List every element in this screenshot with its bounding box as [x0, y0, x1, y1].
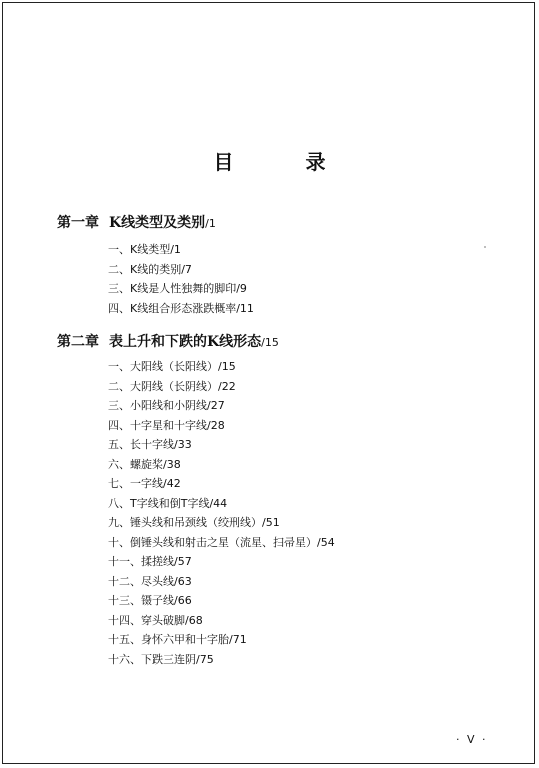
toc-entry[interactable]: 八、T字线和倒T字线/44: [108, 496, 228, 510]
toc-entry[interactable]: 十二、尽头线/63: [108, 574, 192, 588]
toc-entry[interactable]: 十四、穿头破脚/68: [108, 613, 203, 627]
toc-entry[interactable]: 四、十字星和十字线/28: [108, 418, 225, 432]
chapter-heading-1[interactable]: [57, 212, 216, 232]
toc-entry[interactable]: 二、K线的类别/7: [108, 262, 192, 276]
toc-entry[interactable]: 四、K线组合形态涨跌概率/11: [108, 301, 254, 315]
toc-entry[interactable]: 一、大阳线（长阳线）/15: [108, 360, 236, 373]
chapter-page: /1: [205, 217, 216, 230]
chapter-title: 表上升和下跌的K线形态: [109, 334, 262, 350]
chapter-page: /15: [261, 336, 279, 349]
toc-entry[interactable]: 十三、镊子线/66: [108, 594, 192, 607]
chapter-number: 第一章: [57, 215, 99, 231]
toc-entry[interactable]: 五、长十字线/33: [108, 438, 192, 451]
toc-entry[interactable]: 一、K线类型/1: [108, 243, 181, 256]
scan-speck: [484, 246, 486, 248]
toc-entry[interactable]: 十、倒锤头线和射击之星（流星、扫帚星）/54: [108, 535, 335, 549]
chapter-heading-2[interactable]: [57, 331, 279, 351]
chapter-2-sections: [108, 357, 335, 669]
page-title: 目 录: [213, 150, 352, 174]
chapter-number: 第二章: [57, 334, 99, 350]
toc-entry[interactable]: 三、K线是人性独舞的脚印/9: [108, 282, 247, 295]
chapter-1-sections: [108, 240, 254, 318]
toc-entry[interactable]: 十六、下跌三连阴/75: [108, 652, 214, 666]
toc-entry[interactable]: 三、小阳线和小阴线/27: [108, 399, 225, 412]
toc-entry[interactable]: 七、一字线/42: [108, 477, 181, 490]
toc-entry[interactable]: 十一、揉搓线/57: [108, 555, 192, 568]
toc-entry[interactable]: 十五、身怀六甲和十字胎/71: [108, 633, 247, 646]
page-number: · V ·: [456, 733, 488, 746]
chapter-title: K线类型及类别: [109, 215, 206, 231]
toc-entry[interactable]: 二、大阴线（长阴线）/22: [108, 379, 236, 393]
toc-entry[interactable]: 九、锤头线和吊颈线（绞刑线）/51: [108, 516, 280, 529]
toc-entry[interactable]: 六、螺旋桨/38: [108, 457, 181, 471]
